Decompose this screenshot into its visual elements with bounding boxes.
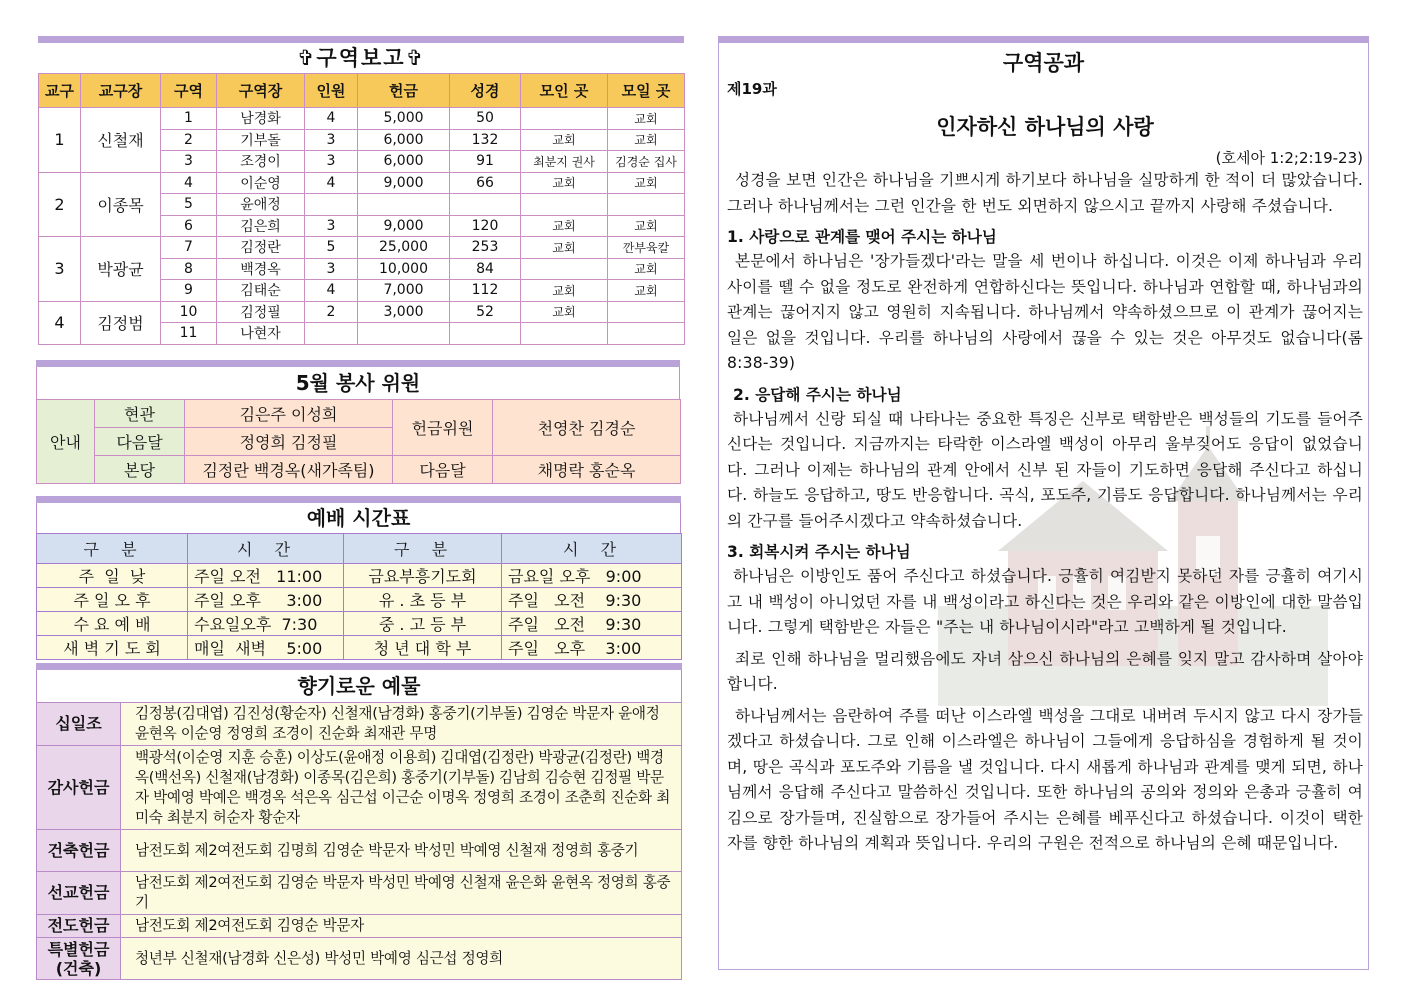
district-leader: 백경옥 [217, 258, 305, 280]
meet-place [608, 194, 685, 216]
people-count: 3 [305, 258, 358, 280]
district-number: 5 [161, 194, 217, 216]
offering-category: 전도헌금 [37, 915, 121, 938]
people-count: 3 [305, 215, 358, 237]
bible-count: 112 [450, 280, 521, 302]
offering-amount [358, 323, 450, 345]
parish-leader: 박광균 [81, 237, 161, 302]
met-place [521, 194, 608, 216]
col-header-district: 구역 [161, 74, 217, 108]
col-header-met-place: 모인 곳 [521, 74, 608, 108]
table-row [39, 108, 685, 130]
service-name: 새 벽 기 도 회 [37, 636, 188, 660]
lesson-paragraph-4: 죄로 인해 하나님을 멀리했음에도 자녀 삼으신 하나님의 은혜를 잊지 말고 감사하며 살아야 합니다. [727, 649, 1363, 693]
bible-count: 50 [450, 108, 521, 130]
met-place: 교회 [521, 237, 608, 259]
bible-count: 52 [450, 301, 521, 323]
sanctuary-names: 김정란 백경옥(새가족팀) [185, 456, 393, 484]
service-name: 중 . 고 등 부 [344, 612, 502, 636]
offering-names: 남전도회 제2여전도회 김영순 박문자 [121, 915, 682, 938]
lesson-subtitle: 인자하신 하나님의 사랑 [936, 115, 1154, 139]
service-time: 주일 오후 3:00 [188, 588, 344, 612]
service-time: 주일 오후 3:00 [502, 636, 682, 660]
worship-title: 예배 시간표 [36, 503, 681, 533]
lesson-topbar [718, 36, 1369, 43]
parish-number: 1 [39, 108, 81, 173]
meet-place [608, 301, 685, 323]
district-report-section [38, 36, 684, 345]
meet-place: 교회 [608, 129, 685, 151]
col-header-time: 시 간 [188, 534, 344, 564]
service-title: 5월 봉사 위원 [36, 367, 680, 399]
bible-count: 84 [450, 258, 521, 280]
parish-number: 2 [39, 172, 81, 237]
table-row [37, 746, 682, 830]
offering-table [36, 702, 682, 980]
lesson-heading-3: 3. 회복시켜 주시는 하나님 [727, 543, 911, 561]
district-leader: 남경화 [217, 108, 305, 130]
district-report-topbar [38, 36, 684, 43]
lesson-heading-1: 1. 사랑으로 관계를 맺어 주시는 하나님 [727, 228, 997, 246]
people-count [305, 194, 358, 216]
table-row [37, 703, 682, 746]
parish-leader: 신철재 [81, 108, 161, 173]
worship-header-row [37, 534, 682, 564]
service-name: 금요부흥기도회 [344, 564, 502, 588]
col-header-bible: 성경 [450, 74, 521, 108]
lesson-heading-2: 2. 응답해 주시는 하나님 [733, 385, 902, 404]
entrance-names: 김은주 이성희 [185, 400, 393, 428]
col-header-time-2: 시 간 [502, 534, 682, 564]
guide-label: 안내 [37, 400, 95, 484]
offering-amount: 10,000 [358, 258, 450, 280]
offering-amount: 5,000 [358, 108, 450, 130]
scripture-reference: (호세아 1:2;2:19-23) [1215, 149, 1363, 167]
offering-names: 남전도회 제2여전도회 김명희 김영순 박문자 박성민 박예영 신철재 정영희 홍중기 [121, 830, 682, 872]
col-header-meet-place: 모일 곳 [608, 74, 685, 108]
offering-amount [358, 194, 450, 216]
offering-category: 특별헌금 (건축) [37, 938, 121, 980]
people-count: 5 [305, 237, 358, 259]
lesson-number: 제19과 [727, 80, 777, 98]
service-time: 금요일 오후 9:00 [502, 564, 682, 588]
offering-category: 선교헌금 [37, 872, 121, 915]
service-committee-section [36, 360, 680, 484]
district-number: 6 [161, 215, 217, 237]
offering-category: 감사헌금 [37, 746, 121, 830]
bible-count: 91 [450, 151, 521, 173]
district-leader: 윤애정 [217, 194, 305, 216]
col-header-parish-leader: 교구장 [81, 74, 161, 108]
district-number: 3 [161, 151, 217, 173]
met-place: 최분지 권사 [521, 151, 608, 173]
offering-amount: 7,000 [358, 280, 450, 302]
col-header-service-2: 구 분 [344, 534, 502, 564]
meet-place: 깐부육칼 [608, 237, 685, 259]
parish-number: 3 [39, 237, 81, 302]
table-row [39, 172, 685, 194]
district-leader: 조경이 [217, 151, 305, 173]
parish-number: 4 [39, 301, 81, 344]
people-count: 4 [305, 280, 358, 302]
district-number: 7 [161, 237, 217, 259]
meet-place: 교회 [608, 108, 685, 130]
district-number: 2 [161, 129, 217, 151]
meet-place: 교회 [608, 280, 685, 302]
people-count: 4 [305, 108, 358, 130]
service-topbar [36, 360, 680, 367]
offering-amount: 6,000 [358, 151, 450, 173]
meet-place [608, 323, 685, 345]
lesson-intro: 성경을 보면 인간은 하나님을 기쁘시게 하기보다 하나님을 실망하게 한 적이 더 많았습니다. 그러나 하나님께서는 그런 인간을 한 번도 외면하지 않으시고 끝까지 사랑해 주셨습니다. [727, 171, 1363, 215]
offering-names: 김정봉(김대엽) 김진성(황순자) 신철재(남경화) 홍중기(기부돌) 김영순 박문자 윤애정 윤현옥 이순영 정영희 조경이 진순화 최재관 무명 [121, 703, 682, 746]
table-row [37, 636, 682, 660]
table-row [37, 612, 682, 636]
met-place: 교회 [521, 280, 608, 302]
dining-names: 정영희 김정필 [185, 428, 393, 456]
lesson-content [727, 74, 1363, 857]
met-place: 교회 [521, 301, 608, 323]
met-place: 교회 [521, 129, 608, 151]
district-number: 8 [161, 258, 217, 280]
met-place: 교회 [521, 215, 608, 237]
offering-category: 건축헌금 [37, 830, 121, 872]
offering-amount: 6,000 [358, 129, 450, 151]
district-leader: 김정란 [217, 237, 305, 259]
service-name: 수 요 예 배 [37, 612, 188, 636]
offering-amount: 25,000 [358, 237, 450, 259]
service-time: 매일 새벽 5:00 [188, 636, 344, 660]
district-report-title: ✞구역보고✞ [296, 46, 426, 70]
met-place [521, 323, 608, 345]
district-leader: 김은희 [217, 215, 305, 237]
district-number: 1 [161, 108, 217, 130]
service-time: 수요일오후 7:30 [188, 612, 344, 636]
lesson-title: 구역공과 [1002, 51, 1085, 75]
offering-committee-label: 헌금위원 [393, 400, 493, 456]
lesson-paragraph-2: 하나님께서 신랑 되실 때 나타나는 중요한 특징은 신부로 택함받은 백성들의 기도를 들어주신다는 것입니다. 지금까지는 타락한 이스라엘 백성이 아무리 울부짖어도 응답이 없었습니다. 그러나 이제는 하나님의 관계 안에서 신부 된 자들이 기도하면 응답해 주신다고 하십니다. 하늘도 응답하고, 땅도 반응합니다. 곡식, 포도주, 기름도 응답합니다. 하나님께서는 우리의 간구를 들어주시겠다고 약속하셨습니다. [727, 409, 1363, 530]
district-leader: 김정필 [217, 301, 305, 323]
district-leader: 기부돌 [217, 129, 305, 151]
meet-place: 교회 [608, 215, 685, 237]
parish-leader: 김정범 [81, 301, 161, 344]
table-row [37, 456, 681, 484]
district-number: 10 [161, 301, 217, 323]
people-count: 3 [305, 151, 358, 173]
table-row [37, 588, 682, 612]
offering-category: 십일조 [37, 703, 121, 746]
worship-schedule-section [36, 496, 681, 660]
col-header-offering: 헌금 [358, 74, 450, 108]
parish-leader: 이종목 [81, 172, 161, 237]
offering-amount: 9,000 [358, 215, 450, 237]
people-count: 3 [305, 129, 358, 151]
people-count: 4 [305, 172, 358, 194]
table-row [37, 915, 682, 938]
table-row [37, 400, 681, 428]
table-row [39, 237, 685, 259]
service-time: 주일 오전 9:30 [502, 588, 682, 612]
offering-amount: 9,000 [358, 172, 450, 194]
district-header-row [39, 74, 685, 108]
bible-count: 120 [450, 215, 521, 237]
district-leader: 나현자 [217, 323, 305, 345]
table-row [37, 830, 682, 872]
people-count: 2 [305, 301, 358, 323]
lesson-paragraph-1: 본문에서 하나님은 '장가들겠다'라는 말을 세 번이나 하십니다. 이것은 이제 하나님과 우리 사이를 뗄 수 없을 정도로 완전하게 연합하신다는 뜻입니다. 하나님과 연합할 때, 하나님과의 관계는 끊어지지 않고 영원히 지속됩니다. 하나님께서 약속하셨으므로 이 관계가 끊어지는 일은 없을 것입니다. 우리를 하나님의 사랑에서 끊을 수 있는 것은 아무것도 없습니다(롬 8:38-39) [727, 252, 1363, 372]
met-place [521, 258, 608, 280]
district-report-table [38, 73, 685, 345]
bible-count [450, 194, 521, 216]
service-name: 유 . 초 등 부 [344, 588, 502, 612]
meet-place: 교회 [608, 172, 685, 194]
service-name: 주 일 오 후 [37, 588, 188, 612]
service-time: 주일 오전 9:30 [502, 612, 682, 636]
district-number: 11 [161, 323, 217, 345]
meet-place: 김경순 집사 [608, 151, 685, 173]
col-header-district-leader: 구역장 [217, 74, 305, 108]
district-leader: 김태순 [217, 280, 305, 302]
meet-place: 교회 [608, 258, 685, 280]
lesson-section [718, 36, 1369, 970]
district-leader: 이순영 [217, 172, 305, 194]
bible-count: 132 [450, 129, 521, 151]
service-time: 주일 오전 11:00 [188, 564, 344, 588]
offering-topbar [36, 663, 682, 670]
col-header-parish: 교구 [39, 74, 81, 108]
entrance-label: 현관 [95, 400, 185, 428]
offering-section [36, 663, 682, 980]
people-count [305, 323, 358, 345]
offering-names: 남전도회 제2여전도회 김영순 박문자 박성민 박예영 신철재 윤은화 윤현옥 정영희 홍중기 [121, 872, 682, 915]
met-place: 교회 [521, 172, 608, 194]
service-name: 청 년 대 학 부 [344, 636, 502, 660]
lesson-paragraph-3: 하나님은 이방인도 품어 주신다고 하셨습니다. 긍휼히 여김받지 못하던 자를 긍휼히 여기시고 내 백성이 아니었던 자를 내 백성이라고 하신다는 것은 우리와 같은 이방인에 대한 말씀입니다. 그렇게 택함받은 자들은 "주는 내 하나님이시라"라고 고백하게 될 것입니다. [727, 567, 1363, 636]
worship-table [36, 533, 682, 660]
service-name: 주 일 낮 [37, 564, 188, 588]
offering-committee-names: 천영찬 김경순 [493, 400, 681, 456]
worship-topbar [36, 496, 681, 503]
next-month-names: 채명락 홍순옥 [493, 456, 681, 484]
bible-count [450, 323, 521, 345]
dining-label: 다음달 [95, 428, 185, 456]
bible-count: 253 [450, 237, 521, 259]
col-header-service: 구 분 [37, 534, 188, 564]
sanctuary-label: 본당 [95, 456, 185, 484]
lesson-paragraph-5: 하나님께서는 음란하여 주를 떠난 이스라엘 백성을 그대로 내버려 두시지 않고 다시 장가들겠다고 하셨습니다. 그로 인해 이스라엘은 하나님이 그들에게 응답하심을 경험하게 될 것이며, 땅은 곡식과 포도주와 기름을 낼 것입니다. 다시 새롭게 하나님과 관계를 맺게 되면, 하나님께서 응답해 주신다고 말씀하신 것입니다. 또한 하나님의 공의와 정의와 은총과 긍휼히 여김으로 장가들며, 진실함으로 장가들어 주시는 은혜를 베푸신다고 하셨습니다. 이것이 택한 자를 향한 하나님의 계획과 뜻입니다. 우리의 구원은 전적으로 하나님의 은혜 때문입니다. [727, 706, 1363, 852]
district-number: 4 [161, 172, 217, 194]
table-row [37, 872, 682, 915]
service-table [36, 399, 681, 484]
offering-amount: 3,000 [358, 301, 450, 323]
offering-title: 향기로운 예물 [36, 670, 682, 702]
bible-count: 66 [450, 172, 521, 194]
district-number: 9 [161, 280, 217, 302]
offering-names: 청년부 신철재(남경화 신은성) 박성민 박예영 심근섭 정영희 [121, 938, 682, 980]
table-row [37, 564, 682, 588]
table-row [39, 301, 685, 323]
table-row [37, 938, 682, 980]
offering-names: 백광석(이순영 지훈 승훈) 이상도(윤애정 이용희) 김대엽(김정란) 박광균(김정란) 백경옥(백선옥) 신철재(남경화) 이종목(김은희) 홍중기(기부돌) 김남희 김승현 김정필 박문자 박예영 박예은 백경옥 석은옥 심근섭 이근순 이명옥 정영희 조경이 조춘희 진순화 최미숙 최분지 허순자 황순자 [121, 746, 682, 830]
met-place [521, 108, 608, 130]
next-month-label: 다음달 [393, 456, 493, 484]
col-header-people: 인원 [305, 74, 358, 108]
